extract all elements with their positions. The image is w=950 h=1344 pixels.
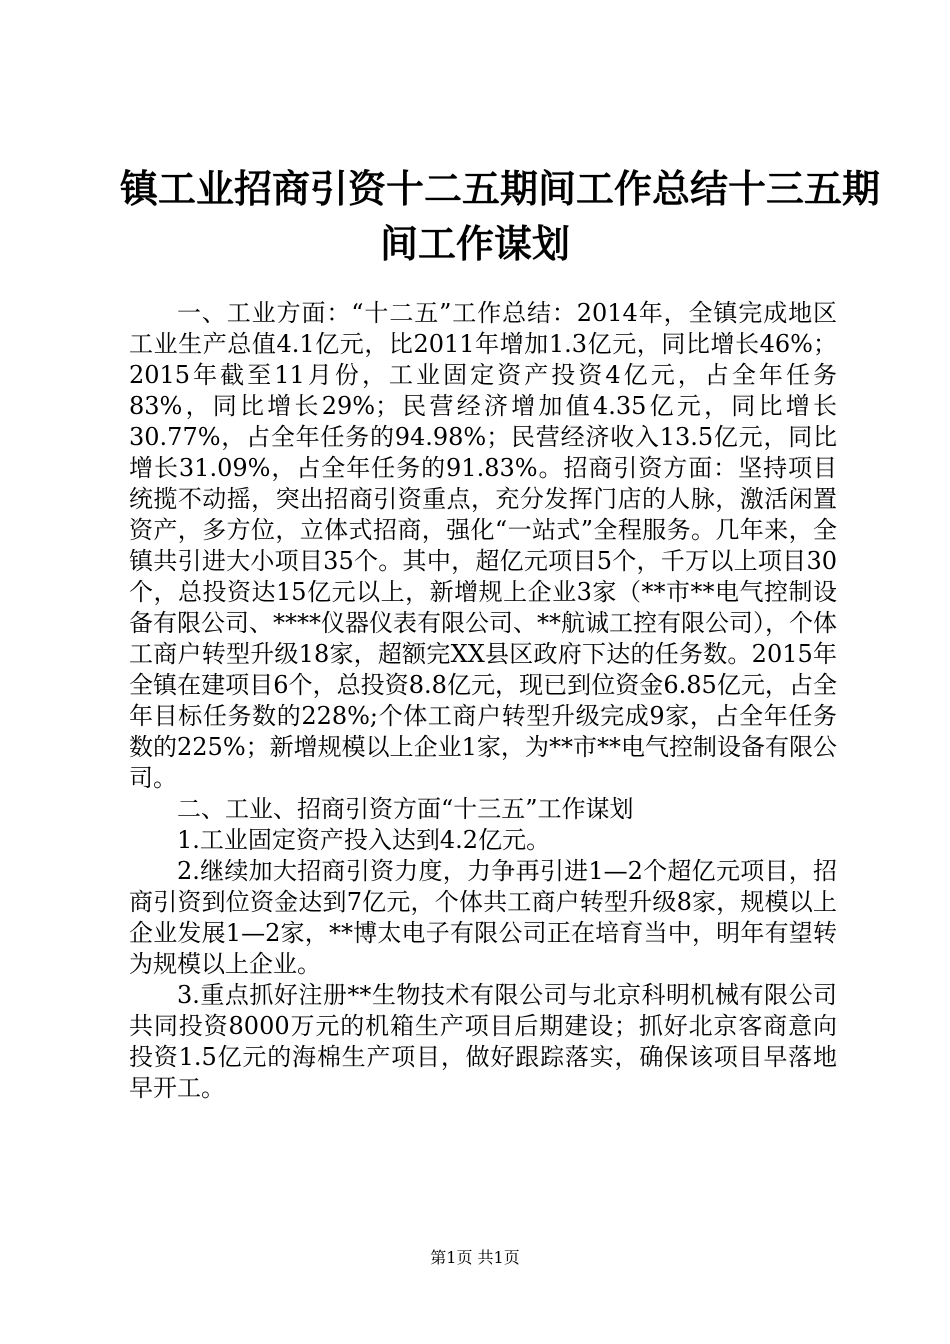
document-body — [129, 298, 837, 1104]
page-number-footer: 第1页 共1页 — [430, 1248, 520, 1267]
paragraph-plan-heading: 二、工业、招商引资方面“十三五”工作谋划 — [177, 795, 634, 823]
paragraph-plan-item-1: 1.工业固定资产投入达到4.2亿元。 — [177, 826, 551, 854]
paragraph-industry-summary: 一、工业方面：“十二五”工作总结：2014年，全镇完成地区工业生产总值4.1亿元，比2011年增加1.3亿元，同比增长46%；2015年截至11月份，工业固定资产投资4亿元，占全年任务83%，同比增长29%；民营经济增加值4.35亿元，同比增长30.77%，占全年任务的94.98%；民营经济收入13.5亿元，同比增长31.09%，占全年任务的91.83%。招商引资方面：坚持项目统揽不动摇，突出招商引资重点，充分发挥门店的人脉，激活闲置资产，多方位，立体式招商，强化“一站式”全程服务。几年来，全镇共引进大小项目35个。其中，超亿元项目5个，千万以上项目30个，总投资达15亿元以上，新增规上企业3家（**市**电气控制设备有限公司、****仪器仪表有限公司、**航诚工控有限公司），个体工商户转型升级18家，超额完XX县区政府下达的任务数。2015年全镇在建项目6个，总投资8.8亿元，现已到位资金6.85亿元，占全年目标任务数的228%;个体工商户转型升级完成9家，占全年任务数的225%；新增规模以上企业1家，为**市**电气控制设备有限公司。 — [129, 299, 837, 792]
document-title-line-2: 间工作谋划 — [379, 221, 570, 266]
document-title-line-1: 镇工业招商引资十二五期间工作总结十三五期 — [120, 166, 881, 211]
paragraph-plan-item-2: 2.继续加大招商引资力度，力争再引进1—2个超亿元项目，招商引资到位资金达到7亿元，个体共工商户转型升级8家，规模以上企业发展1—2家，**博太电子有限公司正在培育当中，明年有望转为规模以上企业。 — [129, 857, 837, 978]
paragraph-plan-item-3: 3.重点抓好注册**生物技术有限公司与北京科明机械有限公司共同投资8000万元的机箱生产项目后期建设；抓好北京客商意向投资1.5亿元的海棉生产项目，做好跟踪落实，确保该项目早落地早开工。 — [129, 981, 837, 1102]
